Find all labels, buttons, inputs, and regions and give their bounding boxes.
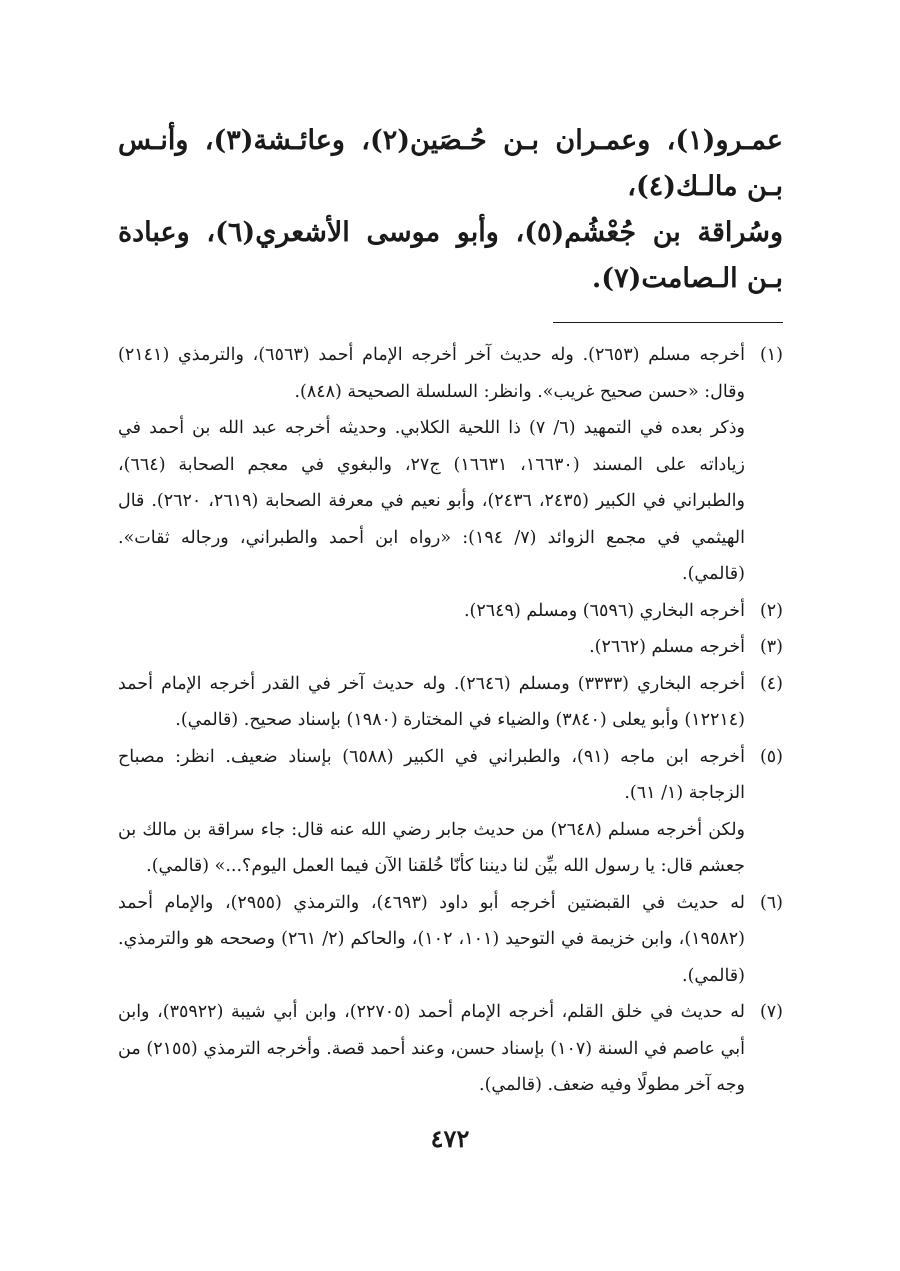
footnotes	[118, 337, 783, 1104]
footnote-4	[118, 666, 783, 739]
footnote-number: (٧)	[759, 1002, 783, 1022]
footnote-paragraph: له حديث في خلق القلم، أخرجه الإمام أحمد (٢٢٧٠٥)، وابن أبي شيبة (٣٥٩٢٢)، وابن أبي عاصم في السنة (١٠٧) بإسناد حسن، وعند أحمد قصة. وأخرجه الترمذي (٢١٥٥) من وجه آخر مطولًا وفيه ضعف. (قالمي).	[118, 1002, 746, 1095]
footnote-number: (٣)	[759, 637, 783, 657]
main-text	[118, 118, 783, 302]
footnote-number: (١)	[759, 345, 783, 365]
footnote-body	[118, 666, 745, 739]
footnote-number: (٦)	[759, 892, 783, 913]
footnote-number: (٤)	[759, 673, 783, 694]
footnote-body	[118, 593, 745, 630]
footnote-number: (٢)	[759, 600, 783, 621]
footnote-paragraph: أخرجه البخاري (٣٣٣٣) ومسلم (٢٦٤٦). وله حديث آخر في القدر أخرجه الإمام أحمد (١٢٢١٤) وأبو يعلى (٣٨٤٠) والضياء في المختارة (١٩٨٠) بإسناد صحيح. (قالمي).	[118, 673, 745, 730]
footnote-body	[118, 629, 745, 666]
footnote-paragraph: أخرجه مسلم (٢٦٥٣). وله حديث آخر أخرجه الإمام أحمد (٦٥٦٣)، والترمذي (٢١٤١) وقال: «حسن صحيح غريب». وانظر: السلسلة الصحيحة (٨٤٨).	[118, 345, 745, 402]
footnote-paragraph: وذكر بعده في التمهيد (٦/ ٧) ذا اللحية الكلابي. وحديثه أخرجه عبد الله بن أحمد في زياداته على المسند (١٦٦٣٠، ١٦٦٣١) ج٢٧، والبغوي في معجم الصحابة (٦٦٤)، والطبراني في الكبير (٢٤٣٥، ٢٤٣٦)، وأبو نعيم في معرفة الصحابة (٢٦١٩، ٢٦٢٠). قال الهيثمي في مجمع الزوائد (٧/ ١٩٤): «رواه ابن أحمد والطبراني، ورجاله ثقات». (قالمي).	[118, 418, 745, 584]
footnote-body	[118, 885, 745, 995]
footnote-2	[118, 593, 783, 630]
footnote-paragraph: أخرجه البخاري (٦٥٩٦) ومسلم (٢٦٤٩).	[463, 600, 745, 621]
footnote-paragraph: أخرجه ابن ماجه (٩١)، والطبراني في الكبير (٦٥٨٨) بإسناد ضعيف. انظر: مصباح الزجاجة (١/ ٦١).	[118, 746, 745, 803]
footnote-separator	[553, 322, 783, 323]
footnote-body	[118, 994, 745, 1104]
footnote-body	[118, 337, 745, 593]
footnote-paragraph: أخرجه مسلم (٢٦٦٢).	[589, 637, 745, 657]
footnote-number: (٥)	[759, 746, 783, 767]
page-content	[118, 118, 783, 1104]
footnote-5	[118, 739, 783, 885]
footnote-paragraph: له حديث في القبضتين أخرجه أبو داود (٤٦٩٣)، والترمذي (٢٩٥٥)، والإمام أحمد (١٩٥٨٢)، وابن خزيمة في التوحيد (١٠١، ١٠٢)، والحاكم (٢/ ٢٦١) وصححه هو والترمذي. (قالمي).	[118, 892, 745, 986]
footnote-3	[118, 629, 783, 666]
main-text-line: عمـرو(١)، وعمـران بـن حُـصَين(٢)، وعائـشة(٣)، وأنـس بـن مالـك(٤)،	[118, 125, 784, 202]
footnote-body	[118, 739, 745, 885]
main-text-line: وسُراقة بن جُعْشُم(٥)، وأبو موسى الأشعري(٦)، وعبادة بـن الـصامت(٧).	[118, 217, 783, 294]
page-number: ٤٧٢	[430, 1124, 470, 1153]
footnote-7	[118, 994, 783, 1104]
footnote-6	[118, 885, 783, 995]
footnote-1	[118, 337, 783, 593]
footnote-paragraph: ولكن أخرجه مسلم (٢٦٤٨) من حديث جابر رضي الله عنه قال: جاء سراقة بن مالك بن جعشم قال: يا رسول الله بيِّن لنا ديننا كأنّا خُلقنا الآن فيما العمل اليوم؟...» (قالمي).	[118, 819, 745, 876]
